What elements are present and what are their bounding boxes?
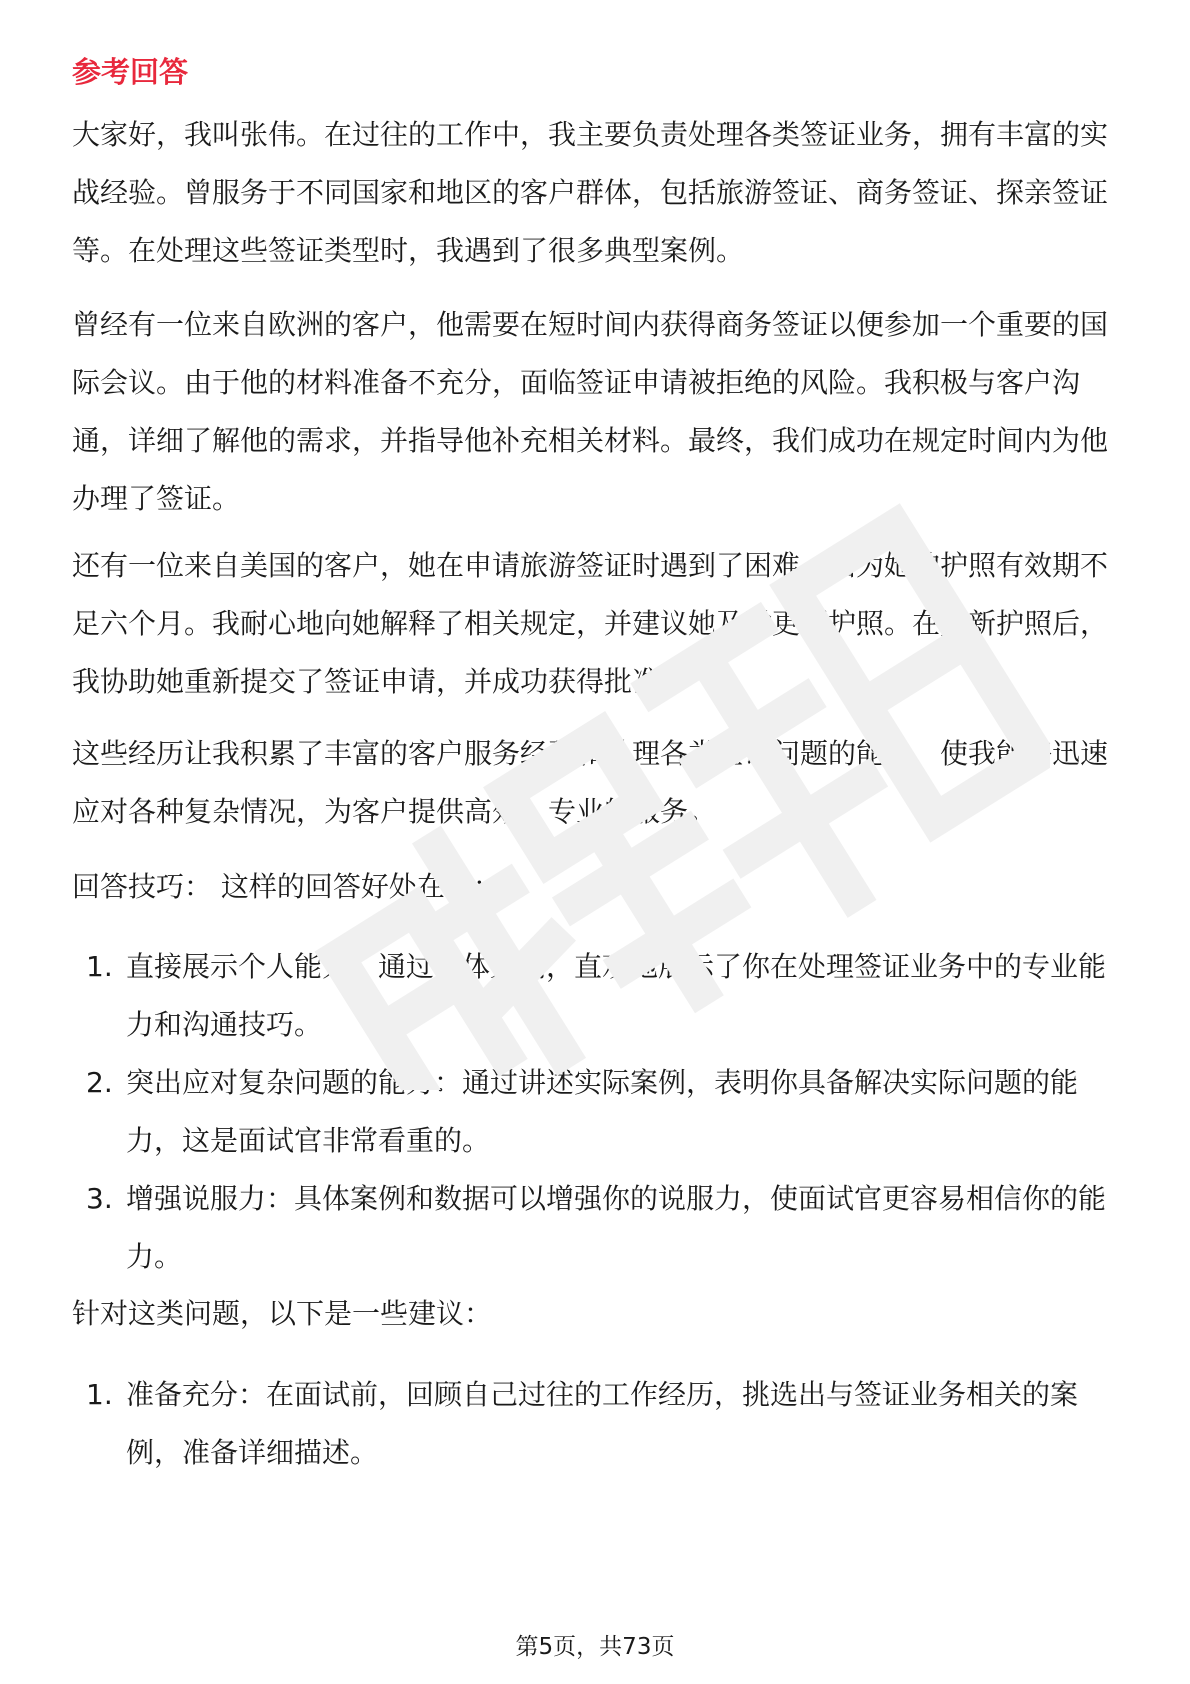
list-item — [72, 938, 1118, 1054]
list-number: 2. — [86, 1066, 113, 1099]
section-heading: 参考回答 — [72, 55, 189, 89]
intro-paragraph: 大家好，我叫张伟。在过往的工作中，我主要负责处理各类签证业务，拥有丰富的实战经验。曾服务于不同国家和地区的客户群体，包括旅游签证、商务签证、探亲签证等。在处理这些签证类型时，我遇到了很多典型案例。 — [72, 118, 1109, 267]
list-item — [72, 1054, 1118, 1170]
list-item — [72, 1170, 1118, 1286]
list-item — [72, 1366, 1118, 1482]
list-item-text: 增强说服力：具体案例和数据可以增强你的说服力，使面试官更容易相信你的能力。 — [126, 1182, 1107, 1273]
list-item-text: 直接展示个人能力：通过具体案例，直观地展示了你在处理签证业务中的专业能力和沟通技巧。 — [126, 950, 1107, 1041]
summary-paragraph: 这些经历让我积累了丰富的客户服务经验和处理各类签证问题的能力，使我能够迅速应对各种复杂情况，为客户提供高效、专业的服务。 — [72, 737, 1109, 828]
case-europe-paragraph: 曾经有一位来自欧洲的客户，他需要在短时间内获得商务签证以便参加一个重要的国际会议。由于他的材料准备不充分，面临签证申请被拒绝的风险。我积极与客户沟通，详细了解他的需求，并指导他补充相关材料。最终，我们成功在规定时间内为他办理了签证。 — [72, 308, 1109, 515]
tips-list — [72, 938, 1118, 1286]
case-usa-paragraph: 还有一位来自美国的客户，她在申请旅游签证时遇到了困难，因为她的护照有效期不足六个月。我耐心地向她解释了相关规定，并建议她及时更新护照。在更新护照后，我协助她重新提交了签证申请，并成功获得批准。 — [72, 549, 1109, 698]
list-number: 3. — [86, 1182, 113, 1215]
list-item-text: 准备充分：在面试前，回顾自己过往的工作经历，挑选出与签证业务相关的案例，准备详细描述。 — [126, 1378, 1079, 1469]
suggestions-intro: 针对这类问题，以下是一些建议： — [72, 1297, 493, 1330]
page-footer: 第5页，共73页 — [515, 1634, 675, 1660]
list-number: 1. — [86, 950, 113, 983]
list-item-text: 突出应对复杂问题的能力：通过讲述实际案例，表明你具备解决实际问题的能力，这是面试官非常看重的。 — [126, 1066, 1079, 1157]
tips-intro: 回答技巧： 这样的回答好处在于： — [72, 870, 501, 903]
suggestions-list — [72, 1366, 1118, 1482]
list-number: 1. — [86, 1378, 113, 1411]
